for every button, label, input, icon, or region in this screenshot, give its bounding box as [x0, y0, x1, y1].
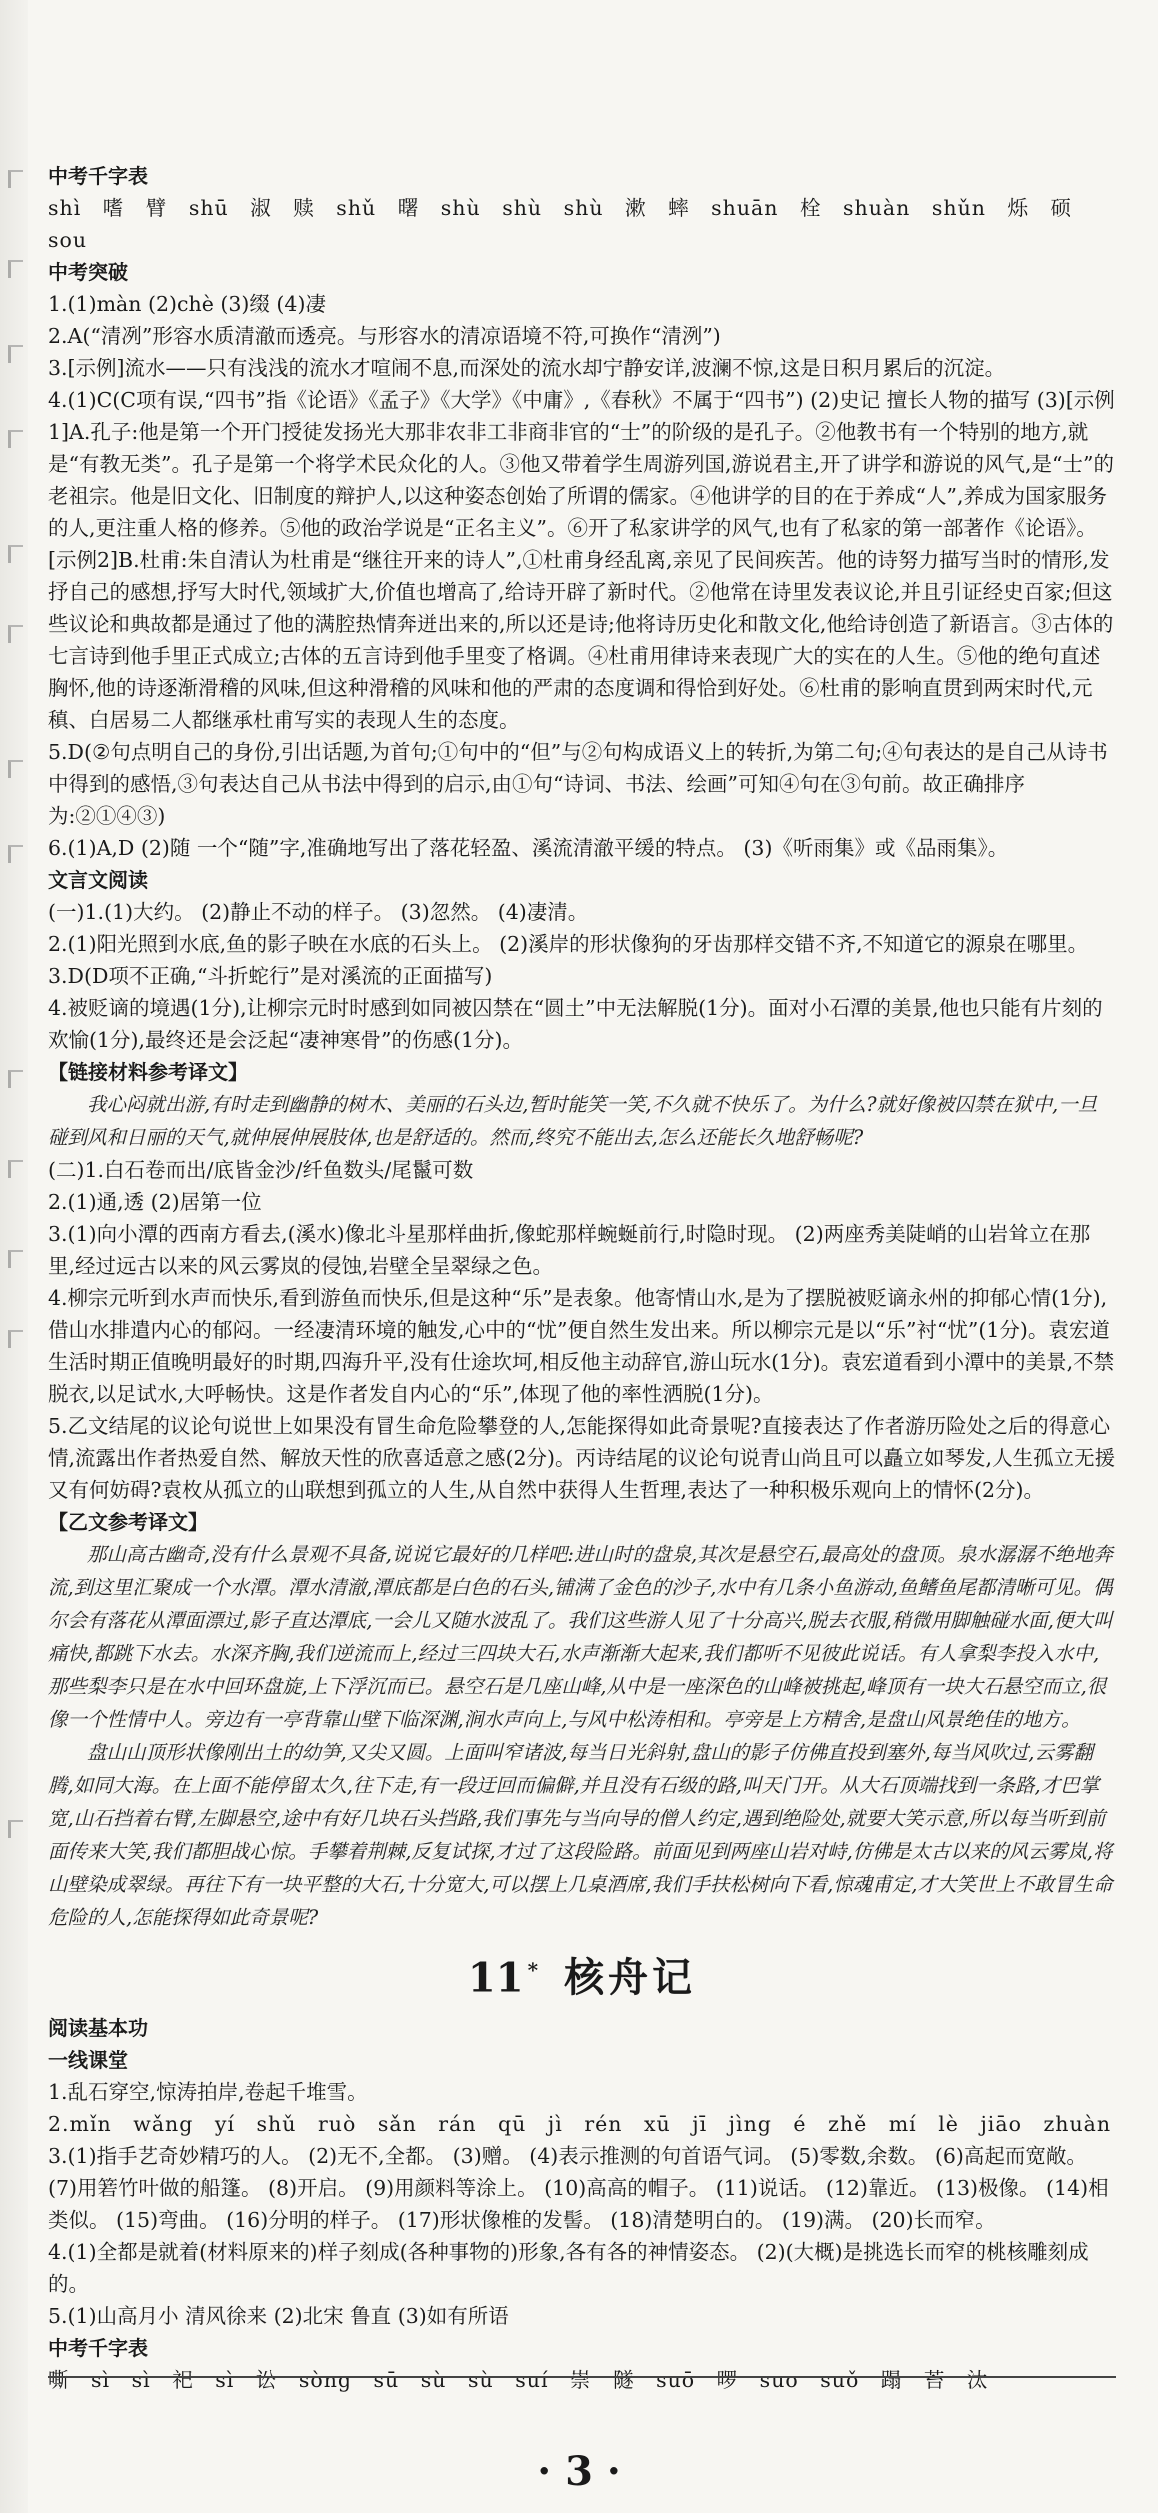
section-title-jiben: 阅读基本功	[48, 2016, 148, 2041]
pinyin-line: 嘶 sì sì 祀 sì 讼 sòng sū sù sù suí 崇 隧 suō 啰 suo suǒ 蹋 苔 汰	[48, 2368, 989, 2393]
answer-line: 4.(1)全都是就着(材料原来的)样子刻成(各种事物的)形象,各有各的神情姿态。 (2)(大概)是挑选长而窄的桃核雕刻成的。	[48, 2240, 1089, 2297]
translation-title: 【链接材料参考译文】	[48, 1060, 248, 1084]
footer-rule	[48, 2376, 1116, 2378]
answer-line: 4.(1)C(C项有误,“四书”指《论语》《孟子》《大学》《中庸》,《春秋》不属于“四书”) (2)史记 擅长人物的描写 (3)[示例1]A.孔子:他是第一个开门授徒发扬光大那非农非工非商非官的“士”的阶级的是孔子。②他教书有一个特别的地方,就是“有教无类”。孔子是第一个将学术民众化的人。③他又带着学生周游列国,游说君主,开了讲学和游说的风气,是“士”的老祖宗。他是旧文化、旧制度的辩护人,以这种姿态创始了所谓的儒家。④他讲学的目的在于养成“人”,养成为国家服务的人,更注重人格的修养。⑤他的政治学说是“正名主义”。⑥开了私家讲学的风气,也有了私家的第一部著作《论语》。[示例2]B.杜甫:朱自清认为杜甫是“继往开来的诗人”,①杜甫身经乱离,亲见了民间疾苦。他的诗努力描写当时的情形,发抒自己的感想,抒写大时代,领域扩大,价值也增高了,给诗开辟了新时代。②他常在诗里发表议论,并且引证经史百家;但这些议论和典故都是通过了他的满腔热情奔迸出来的,所以还是诗;他将诗历史化和散文化,他给诗创造了新语言。③古体的七言诗到他手里正式成立;古体的五言诗到他手里变了格调。④杜甫用律诗来表现广大的实在的人生。⑤他的绝句直述胸怀,他的诗逐渐滑稽的风味,但这种滑稽的风味和他的严肃的态度调和得恰到好处。⑥杜甫的影响直贯到两宋时代,元稹、白居易二人都继承杜甫写实的表现人生的态度。	[48, 388, 1115, 732]
answer-line: 3.[示例]流水——只有浅浅的流水才喧闹不息,而深处的流水却宁静安详,波澜不惊,这是日积月累后的沉淀。	[48, 356, 1006, 380]
section-title-ziku: 中考千字表	[48, 164, 148, 188]
answer-line: 5.D(②句点明自己的身份,引出话题,为首句;①句中的“但”与②句构成语义上的转折,为第二句;④句表达的是自己从诗书中得到的感悟,③句表达自己从书法中得到的启示,由①句“诗词、书法、绘画”可知④句在③句前。故正确排序为:②①④③)	[48, 740, 1108, 828]
page-number: · 3 ·	[537, 2448, 621, 2495]
answer-line: 3.(1)向小潭的西南方看去,(溪水)像北斗星那样曲折,像蛇那样蜿蜒前行,时隐时现。 (2)两座秀美陡峭的山岩耸立在那里,经过远古以来的风云雾岚的侵蚀,岩壁全呈翠绿之色。	[48, 1222, 1091, 1278]
translation-paragraph: 盘山山顶形状像刚出土的幼笋,又尖又圆。上面叫窄诸波,每当日光斜射,盘山的影子仿佛直投到塞外,每当风吹过,云雾翻腾,如同大海。在上面不能停留太久,往下走,有一段迂回而偏僻,并且没有石级的路,叫天门开。从大石顶端找到一条路,才巴掌宽,山石挡着右臂,左脚悬空,途中有好几块石头挡路,我们事先与当向导的僧人约定,遇到绝险处,就要大笑示意,所以每当听到前面传来大笑,我们都胆战心惊。手攀着荆棘,反复试探,才过了这段险路。前面见到两座山岩对峙,仿佛是太古以来的风云雾岚,将山壁染成翠绿。再往下有一块平整的大石,十分宽大,可以摆上几桌酒席,我们手扶松树向下看,惊魂甫定,才大笑世上不敢冒生命危险的人,怎能探得如此奇景呢?	[48, 1741, 1113, 1929]
answer-line: (一)1.(1)大约。 (2)静止不动的样子。 (3)忽然。 (4)凄清。	[48, 900, 589, 924]
chapter-heading	[48, 1940, 1116, 2008]
chapter-star: *	[527, 1958, 539, 1982]
section-title-wenyan: 文言文阅读	[48, 868, 148, 892]
answer-line: 2.A(“清冽”形容水质清澈而透亮。与形容水的清凉语境不符,可换作“清洌”)	[48, 324, 721, 348]
answer-page	[48, 160, 1116, 2396]
chapter-title: 核舟记	[564, 1954, 697, 2002]
pinyin-line: 2.mǐn wǎng yí shǔ ruò sǎn rán qū jì rén xū jī jìng é zhě mí lè jiāo zhuàn	[48, 2112, 1112, 2137]
translation-text: 我心闷就出游,有时走到幽静的树木、美丽的石头边,暂时能笑一笑,不久就不快乐了。为什么?就好像被囚禁在狱中,一旦碰到风和日丽的天气,就伸展伸展肢体,也是舒适的。然而,终究不能出去,怎么还能长久地舒畅呢?	[48, 1093, 1098, 1149]
answer-line: 1.乱石穿空,惊涛拍岸,卷起千堆雪。	[48, 2080, 368, 2105]
section-title-ziku: 中考千字表	[48, 2336, 148, 2361]
answer-line: 2.(1)阳光照到水底,鱼的影子映在水底的石头上。 (2)溪岸的形状像狗的牙齿那样交错不齐,不知道它的源泉在哪里。	[48, 932, 1089, 956]
subsection-title: 一线课堂	[48, 2048, 128, 2073]
chapter-number: 11	[467, 1954, 524, 2002]
translation-paragraph: 那山高古幽奇,没有什么景观不具备,说说它最好的几样吧:进山时的盘泉,其次是悬空石,最高处的盘顶。泉水潺潺不绝地奔流,到这里汇聚成一个水潭。潭水清澈,潭底都是白色的石头,铺满了金色的沙子,水中有几条小鱼游动,鱼鳍鱼尾都清晰可见。偶尔会有落花从潭面漂过,影子直达潭底,一会儿又随水波乱了。我们这些游人见了十分高兴,脱去衣服,稍微用脚触碰水面,便大叫痛快,都跳下水去。水深齐胸,我们逆流而上,经过三四块大石,水声渐渐大起来,我们都听不见彼此说话。有人拿梨李投入水中,那些梨李只是在水中回环盘旋,上下浮沉而已。悬空石是几座山峰,从中是一座深色的山峰被挑起,峰顶有一块大石悬空而立,很像一个性情中人。旁边有一亭背靠山壁下临深渊,涧水声向上,与风中松涛相和。亭旁是上方精舍,是盘山风景绝佳的地方。	[48, 1543, 1113, 1731]
translation-title: 【乙文参考译文】	[48, 1510, 208, 1534]
answer-line: 1.(1)màn (2)chè (3)缀 (4)凄	[48, 292, 326, 316]
answer-line: 2.(1)通,透 (2)居第一位	[48, 1190, 262, 1214]
binding-edge	[0, 0, 28, 2513]
section-title-tupo: 中考突破	[48, 260, 128, 284]
answer-line: 5.乙文结尾的议论句说世上如果没有冒生命危险攀登的人,怎能探得如此奇景呢?直接表达了作者游历险处之后的得意心情,流露出作者热爱自然、解放天性的欣喜适意之感(2分)。丙诗结尾的议论句说青山尚且可以矗立如琴发,人生孤立无援又有何妨碍?袁枚从孤立的山联想到孤立的人生,从自然中获得人生哲理,表达了一种积极乐观向上的情怀(2分)。	[48, 1414, 1116, 1502]
answer-line: 5.(1)山高月小 清风徐来 (2)北宋 鲁直 (3)如有所语	[48, 2304, 509, 2329]
answer-line: (二)1.白石卷而出/底皆金沙/纤鱼数头/尾鬣可数	[48, 1158, 474, 1182]
answer-line: 4.柳宗元听到水声而快乐,看到游鱼而快乐,但是这种“乐”是表象。他寄情山水,是为了摆脱被贬谪永州的抑郁心情(1分),借山水排遣内心的郁闷。一经凄清环境的触发,心中的“忧”便自然生发出来。所以柳宗元是以“乐”衬“忧”(1分)。袁宏道生活时期正值晚明最好的时期,四海升平,没有仕途坎坷,相反他主动辞官,游山玩水(1分)。袁宏道看到小潭中的美景,不禁脱衣,以足试水,大呼畅快。这是作者发自内心的“乐”,体现了他的率性洒脱(1分)。	[48, 1286, 1115, 1406]
answer-line: 6.(1)A,D (2)随 一个“随”字,准确地写出了落花轻盈、溪流清澈平缓的特点。 (3)《听雨集》或《品雨集》。	[48, 836, 1009, 860]
answer-line: 4.被贬谪的境遇(1分),让柳宗元时时感到如同被囚禁在“圆土”中无法解脱(1分)。面对小石潭的美景,他也只能有片刻的欢愉(1分),最终还是会泛起“凄神寒骨”的伤感(1分)。	[48, 996, 1103, 1052]
answer-line: 3.D(D项不正确,“斗折蛇行”是对溪流的正面描写)	[48, 964, 493, 988]
pinyin-line: shì 嗜 臂 shū 淑 赎 shǔ 曙 shù shù shù 漱 蟀 shuān 栓 shuàn shǔn 烁 硕 sou	[48, 196, 1073, 252]
answer-line: 3.(1)指手艺奇妙精巧的人。 (2)无不,全都。 (3)赠。 (4)表示推测的句首语气词。 (5)零数,余数。 (6)高起而宽敞。 (7)用箬竹叶做的船篷。 (8)开启。 (9)用颜料等涂上。 (10)高高的帽子。 (11)说话。 (12)靠近。 (13)极像。 (14)相类似。 (15)弯曲。 (16)分明的样子。 (17)形状像椎的发髻。 (18)清楚明白的。 (19)满。 (20)长而窄。	[48, 2144, 1109, 2233]
